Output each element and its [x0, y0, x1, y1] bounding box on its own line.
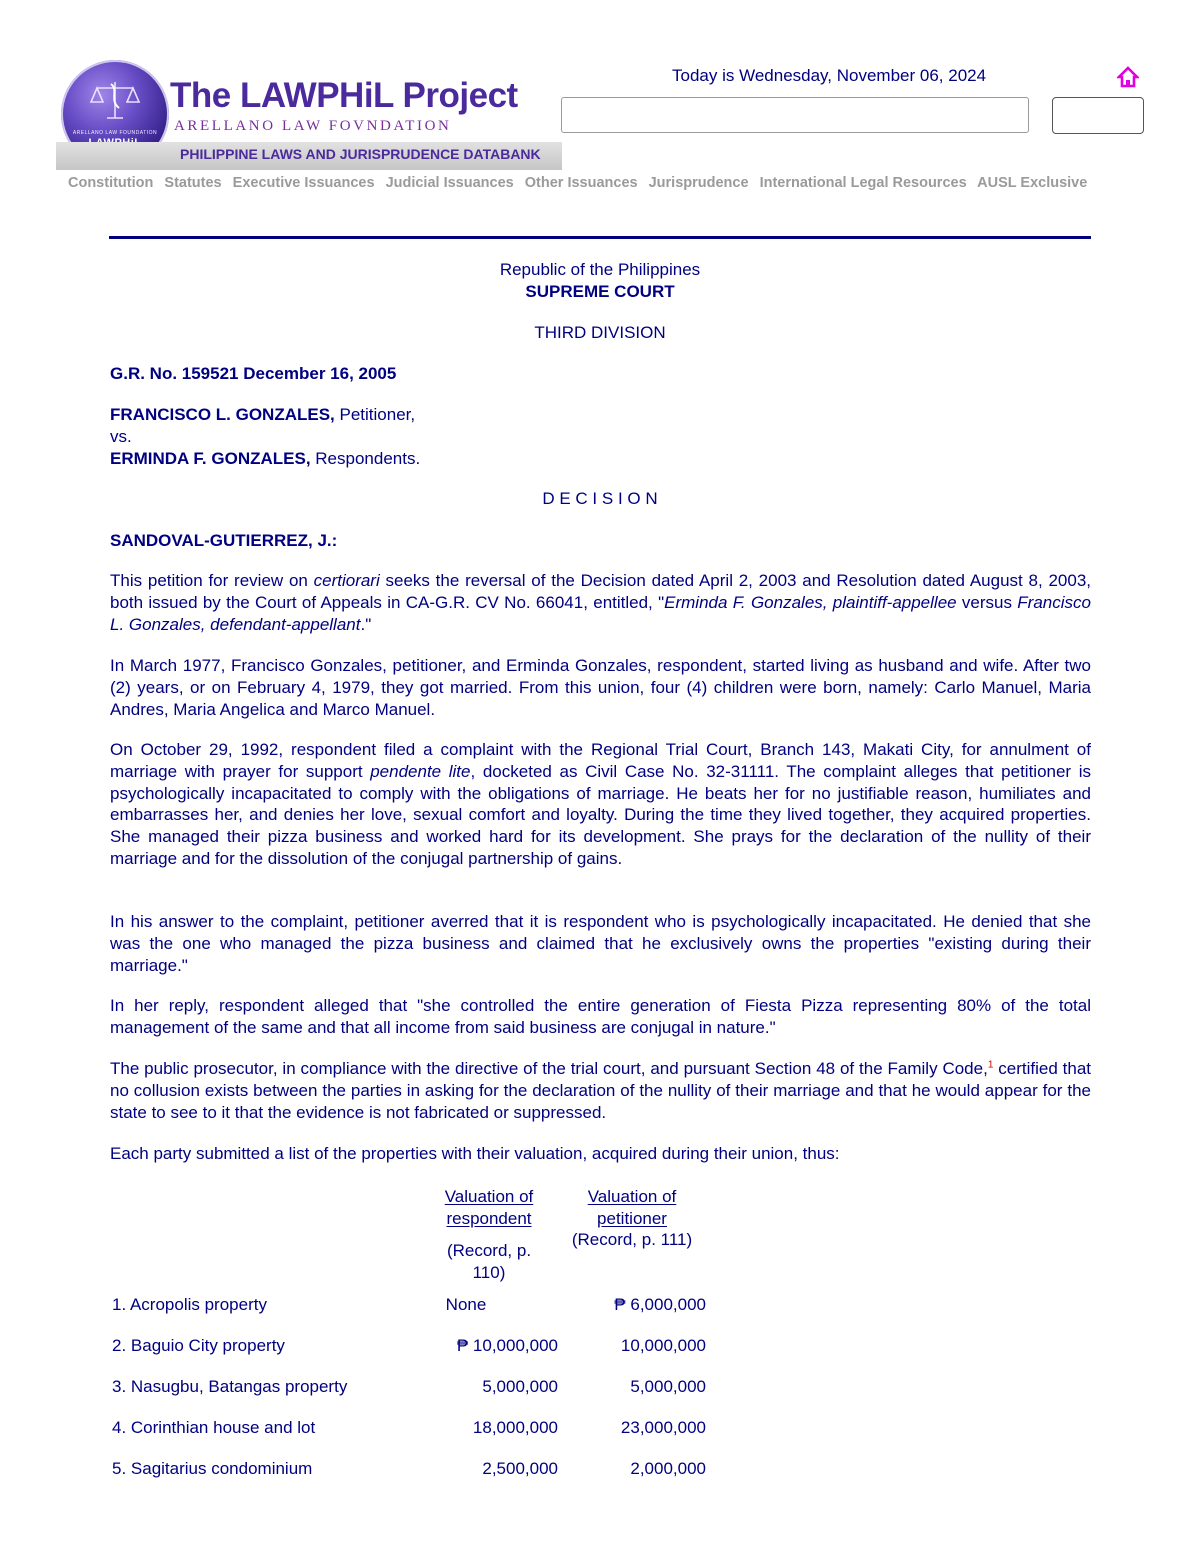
footnote-link[interactable]: 1 — [987, 1059, 994, 1071]
petitioner-valuation: ₱ 6,000,000 — [614, 1295, 706, 1314]
paragraph-5: In her reply, respondent alleged that "she controlled the entire generation of Fiesta Pizza representing 80% of the total management of the same and that all income from said business are conjugal in nature." — [110, 996, 1091, 1037]
current-date: Today is Wednesday, November 06, 2024 — [672, 66, 987, 85]
petitioner-valuation: 5,000,000 — [630, 1377, 706, 1396]
search-button[interactable] — [1052, 97, 1144, 134]
property-name: 3. Nasugbu, Batangas property — [112, 1377, 348, 1396]
badge-foundation-text: ARELLANO LAW FOUNDATION — [72, 130, 158, 136]
logo-tagline: PHILIPPINE LAWS AND JURISPRUDENCE DATABANK — [180, 146, 541, 162]
petitioner-valuation: 23,000,000 — [620, 1418, 706, 1437]
search-input[interactable] — [561, 97, 1029, 133]
paragraph-6: The public prosecutor, in compliance with the directive of the trial court, and pursuant Section 48 of the Family Code,$^1$ certified that no collusion exists between the parties in asking for the declaration of the nullity of their marriage and that he would appear for the state to see to it that the evidence is not fabricated or suppressed. — [110, 1059, 1091, 1122]
respondent-valuation: 18,000,000 — [472, 1418, 558, 1437]
decision-heading: D E C I S I O N — [542, 489, 658, 508]
republic-heading: Republic of the Philippines — [499, 260, 701, 279]
court-heading: SUPREME COURT — [525, 282, 675, 301]
ponente: SANDOVAL-GUTIERREZ, J.: — [110, 531, 338, 550]
paragraph-7: Each party submitted a list of the properties with their valuation, acquired during their union, thus: — [110, 1144, 840, 1163]
logo-title: The LAWPHiL Project — [170, 76, 518, 115]
nav-ausl-exclusive[interactable]: AUSL Exclusive — [977, 175, 1088, 191]
respondent-valuation: ₱ 10,000,000 — [456, 1336, 558, 1355]
paragraph-3: On October 29, 1992, respondent filed a complaint with the Regional Trial Court, Branch 143, Makati City, for annulment of marriage with prayer for support pendente lite, docketed as Civil Case No. 32-31111. The complaint alleges that petitioner is psychologically incapacitated to comply with the obligations of marriage. He beats her for no justifiable reason, humiliates and embarrasses her, and denies her love, sexual comfort and loyalty. During the time they lived together, they acquired properties. She managed their pizza business and worked hard for its development. She prays for the declaration of the nullity of their marriage and for the dissolution of the conjugal partnership of gains. — [110, 740, 1091, 868]
property-name: 5. Sagitarius condominium — [112, 1459, 313, 1478]
home-icon[interactable] — [1117, 66, 1139, 88]
nav-jurisprudence[interactable]: Jurisprudence — [648, 175, 749, 191]
paragraph-1: This petition for review on certiorari seeks the reversal of the Decision dated April 2, 2003 and Resolution dated August 8, 2003, both issued by the Court of Appeals in CA-G.R. CV No. 66041, entitled, "Erminda F. Gonzales, plaintiff-appellee versus Francisco L. Gonzales, defendant-appellant." — [110, 571, 1091, 634]
nav-international-legal-resources[interactable]: International Legal Resources — [759, 175, 967, 191]
header-divider — [109, 236, 1091, 239]
nav-other-issuances[interactable]: Other Issuances — [524, 175, 638, 191]
nav-executive-issuances[interactable]: Executive Issuances — [232, 175, 375, 191]
property-name: 2. Baguio City property — [112, 1336, 285, 1355]
nav-judicial-issuances[interactable]: Judicial Issuances — [385, 175, 514, 191]
header-valuation-petitioner: Valuation of petitioner (Record, p. 111) — [571, 1187, 693, 1249]
property-name: 1. Acropolis property — [112, 1295, 267, 1314]
main-nav — [68, 175, 1094, 191]
nav-constitution[interactable]: Constitution — [68, 175, 154, 191]
nav-statutes[interactable]: Statutes — [164, 175, 222, 191]
versus-text: vs. — [110, 427, 132, 446]
header-valuation-respondent: Valuation of respondent (Record, p. 110) — [444, 1187, 534, 1282]
respondent-valuation: 2,500,000 — [482, 1459, 558, 1478]
paragraph-4: In his answer to the complaint, petitioner averred that it is respondent who is psychologically incapacitated. He denied that she was the one who managed the pizza business and claimed that he exclusively owns the properties "existing during their marriage." — [110, 912, 1091, 975]
site-logo[interactable] — [56, 58, 562, 170]
paragraph-2: In March 1977, Francisco Gonzales, petitioner, and Erminda Gonzales, respondent, started living as husband and wife. After two (2) years, or on February 4, 1979, they got married. From this union, four (4) children were born, namely: Carlo Manuel, Maria Andres, Maria Angelica and Marco Manuel. — [110, 656, 1091, 719]
petitioner-valuation: 2,000,000 — [630, 1459, 706, 1478]
respondent-line: ERMINDA F. GONZALES, Respondents. — [110, 449, 421, 468]
respondent-valuation: None — [445, 1295, 487, 1314]
case-number: G.R. No. 159521 December 16, 2005 — [110, 364, 397, 383]
division-heading: THIRD DIVISION — [534, 323, 666, 342]
logo-subtitle: ARELLANO LAW FOVNDATION — [174, 118, 452, 134]
property-name: 4. Corinthian house and lot — [112, 1418, 316, 1437]
scales-of-justice-icon — [89, 78, 141, 126]
respondent-valuation: 5,000,000 — [482, 1377, 558, 1396]
petitioner-line: FRANCISCO L. GONZALES, Petitioner, — [110, 405, 416, 424]
petitioner-valuation: 10,000,000 — [620, 1336, 706, 1355]
